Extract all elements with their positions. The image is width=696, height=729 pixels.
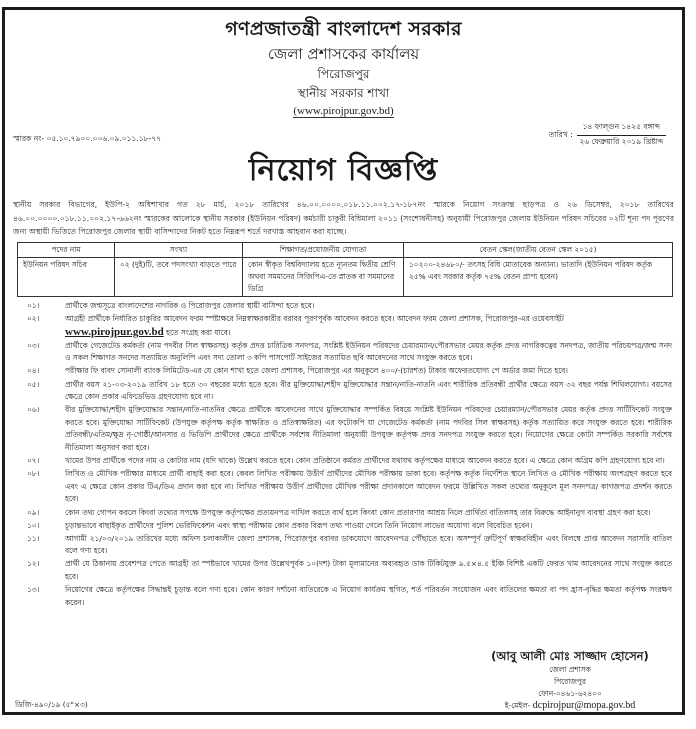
header-pay-scale: বেতন স্কেল(জাতীয় বেতন স্কেল ২০১৫)	[404, 243, 673, 258]
list-item: ১০। চূড়ান্তভাবে বাছাইকৃত প্রার্থীদের পুলিশ ভেরিফিকেশন এবং স্বাস্থ্য পরীক্ষায় কোন প্রকার বিরূপ তথ্য পাওয়া গেলে তিনি নিয়োগ লাভের অযোগ্য বলে বিবেচিত হবেন।	[27, 520, 533, 530]
conditions-list	[13, 300, 672, 610]
cell-post-name: ইউনিয়ন পরিষদ সচিব	[18, 258, 115, 297]
signatory-designation: জেলা প্রশাসক	[549, 665, 591, 674]
website-link[interactable]: (www.pirojpur.gov.bd)	[293, 105, 394, 117]
header-qualification: শিক্ষাগত/প্রয়োজনীয় যোগ্যতা	[243, 243, 404, 258]
list-item: ০২। আগ্রহী প্রার্থীকে নির্ধারিত চাকুরির আবেদন ফরম স্পষ্টাক্ষরে নিম্নস্বাক্ষরকারীর বরাবর পূরণপূর্বক আবেদন করতে হবে। আবেদন ফরম জেলা প্রশাসক, পিরোজপুর-এর ওয়েবসাইট www.pirojpur.gov.bd হতে সংগ্রহ করা যাবে।	[27, 314, 564, 338]
list-item: ০৯। কোন তথ্য গোপন করলে কিংবা তথ্যের সপক্ষে উপযুক্ত কর্তৃপক্ষের প্রত্যয়নপত্র দাখিল করতে ব্যর্থ হলে কিংবা কোন প্রতারণার আশ্রয় নিলে প্রার্থিতা বাতিলসহ তার বিরুদ্ধে আইনানুগ ব্যবস্থা গ্রহণ করা হবে।	[27, 507, 651, 517]
branch-heading: স্থানীয় সরকার শাখা	[297, 86, 390, 100]
signature-block	[470, 650, 670, 712]
list-item: ১২। প্রার্থী যে ঠিকানায় প্রবেশপত্র পেতে আগ্রহী তা স্পষ্টভাবে খামের উপর উল্লেখপূর্বক ১০(দশ) টাকা মূল্যমানের অব্যবহৃত ডাক টিকিটযুক্ত ৯.৫×৪.৫ ইঞ্চি বিশিষ্ট একটি ফেরত খাম আবেদনের সাথে সংযুক্ত করতে হবে।	[27, 559, 672, 581]
date-bangla: ১৪ ফাল্গুন ১৪২৫ বঙ্গাব্দ	[577, 122, 666, 136]
list-item: ০৭। খামের উপর প্রার্থীকে পদের নাম ও কোটার নাম (যদি থাকে) উল্লেখ করতে হবে। কোন প্রতিষ্ঠানে কর্মরত প্রার্থীদের যথাযথ কর্তৃপক্ষের মাধ্যমে আবেদন করতে হবে। এ ক্ষেত্রে কোন অগ্রিম কপি গ্রহণযোগ্য হবে না।	[27, 456, 665, 466]
date-gregorian: ২৬ ফেব্রুয়ারি ২০১৯ খ্রিষ্টাব্দ	[579, 137, 664, 146]
table-header-row	[18, 243, 673, 258]
cell-pay-scale: ১০২০০-২৪৬৮০/- তৎসহ বিধি মোতাবেক অন্যান্য। ভাতাদি (ইউনিয়ন পরিষদ কর্তৃক ২৫% এবং সরকার কর্তৃক ৭৫% বেতন প্রাপ্য হবেন)	[404, 258, 673, 297]
signatory-district: পিরোজপুর	[553, 677, 586, 686]
list-item: ০৫। প্রার্থীর বয়স ২১-০৩-২০১৯ তারিখ ১৮ হতে ৩০ বছরের মধ্যে হতে হবে। বীর মুক্তিযোদ্ধা/শহীদ মুক্তিযোদ্ধার সন্তান/নাতি-নাতনি এবং শারীরিক প্রতিবন্ধী প্রার্থীর ক্ষেত্রে বয়স ৩২ বছর পর্যন্ত শিথিলযোগ্য। বয়সের ক্ষেত্রে কোন প্রকার এফিডেভিড গ্রহণযোগ্য হবে না।	[27, 379, 672, 402]
district-heading: পিরোজপুর	[317, 67, 370, 81]
email-link[interactable]: dcpirojpur@mopa.gov.bd	[532, 700, 636, 711]
header-post-name: পদের নাম	[18, 243, 115, 258]
posts-table	[17, 242, 673, 297]
notice-document	[2, 7, 685, 715]
footer-code: ডিজি-৪৯০/১৯ (৫"×৩)	[15, 700, 88, 709]
date-values	[577, 122, 666, 149]
notice-title: নিয়োগ বিজ্ঞপ্তি	[248, 153, 439, 188]
signatory-phone: ফোন-০৪৬১-৬২৪০০	[538, 689, 602, 698]
list-item: ১১। আগামী ২১/০৩/২০১৯ তারিখের মধ্যে অফিস চলাকালীন জেলা প্রশাসক, পিরোজপুর বরাবর ডাকযোগে আবেদনপত্র পৌঁছাতে হবে। অসম্পূর্ণ ত্রুটিপূর্ণ স্বাক্ষরবিহীন এবং বিলম্বে প্রাপ্ত আবেদন সরাসরি বাতিল বলে গণ্য হবে।	[27, 533, 672, 556]
intro-paragraph: স্থানীয় সরকার বিভাগের, ইউপি-২ অধিশাখার গত ২৮ মার্চ, ২০১৮ তারিখের ৪৬.০০.০০০০.০১৮.১১.০০২.১৭-১৮৭নং স্মারকে নিয়োগ সংক্রান্ত ছাড়পত্র ও ২৬ ডিসেম্বর, ২০১৮ তারিখের ৪৬.০০.০০০০.০১৮.১১.০০২.১৭-৬৬২নং স্মারকের আলোকে স্থানীয় সরকার (ইউনিয়ন পরিষদ) কর্মচারী চাকুরী বিধিমালা ২০১১ (সংশোধনীসহ) অনুযায়ী পিরোজপুর জেলায় ইউনিয়ন পরিষদ সচিবের ০২টি শূন্য পদ পূরণের জন্য অস্থায়ী ভিত্তিতে পিরোজপুর জেলার স্থায়ী বাসিন্দাদের নিকট হতে নিম্নরূপ শর্তে দরখাস্ত আহবান করা যাচ্ছে।	[13, 200, 675, 236]
table-row	[18, 258, 673, 297]
website-heading	[5, 105, 682, 117]
date-label: তারিখ :	[548, 129, 573, 139]
list-item: ০৮। লিখিত ও মৌখিক পরীক্ষার মাধ্যমে প্রার্থী বাছাই করা হবে। কেবল লিখিত পরীক্ষায় উত্তীর্ণ প্রার্থীদের মৌখিক পরীক্ষায় ডাকা হবে। কর্তৃপক্ষ কর্তৃক নির্দেশিত স্থানে লিখিত ও মৌখিক পরীক্ষায় অংশগ্রহণ করতে হবে এবং এ ক্ষেত্রে কোন প্রকার টিএ/ডিএ প্রদান করা হবে না। লিখিত পরীক্ষায় উত্তীর্ণ প্রার্থীদের মৌখিক পরীক্ষা প্রদানকালে আবেদন ফরমে উল্লিখিত সকল তথ্যের অনুকূলে মূল সনদপত্র/ কাগজপত্র প্রদর্শন করতে হবে।	[27, 469, 672, 504]
memo-number: স্মারক নং- ০৫.১০.৭৯০০.০০৬.০৯.০১১.১৮-৭৭	[13, 134, 161, 143]
office-heading: জেলা প্রশাসকের কার্যালয়	[267, 45, 420, 63]
list-item: ০৩। প্রার্থীকে গেজেটেড কর্মকর্তা (নাম পদবীর সিল স্বাক্ষরসহ) কর্তৃক প্রদত্ত চারিত্রিক সনদপত্র, সংশ্লিষ্ট ইউনিয়ন পরিষদের চেয়ারম্যান/পৌরসভার মেয়র কর্তৃক প্রদত্ত নাগরিকত্বের সনদপত্র, জাতীয় পরিচয়পত্র/জন্ম সনদ ও সকল শিক্ষাগত সনদের সত্যায়িত অনুলিপি এবং সদ্য তোলা ৩ কপি পাসপোর্ট সাইজের সত্যায়িত ছবি আবেদনের সাথে সংযুক্ত করতে হবে।	[27, 340, 672, 363]
signatory-name: (আবু আলী মোঃ সাজ্জাদ হোসেন)	[491, 649, 649, 663]
header-count: সংখ্যা	[115, 243, 243, 258]
list-item: ১৩। নিয়োগের ক্ষেত্রে কর্তৃপক্ষের সিদ্ধান্তই চূড়ান্ত বলে গণ্য হবে। কোন কারণ দর্শানো ব্যতিরেকে এ নিয়োগ কার্যক্রম স্থগিত, শর্ত পরিবর্তন সংযোজন এবং বাতিলের ক্ষমতা বা পদ হ্রাস-বৃদ্ধির ক্ষমতা কর্তৃপক্ষ সংরক্ষণ করেন।	[27, 585, 672, 607]
cell-qualification: কোন স্বীকৃত বিশ্ববিদ্যালয় হতে ন্যূনতম দ্বিতীয় শ্রেণি অথবা সমমানের সিজিপিএ-তে স্নাতক বা সমমানের ডিগ্রি	[243, 258, 404, 297]
list-item: ০১। প্রার্থীকে জন্মসূত্রে বাংলাদেশের নাগরিক ও পিরোজপুর জেলার স্থায়ী বাসিন্দা হতে হবে।	[27, 301, 315, 310]
website-link[interactable]: www.pirojpur.gov.bd	[65, 325, 164, 338]
cell-count: ০২ (দুই)টি, তবে পদসংখ্যা বাড়তে পারে	[115, 258, 243, 297]
date-block	[549, 122, 666, 149]
signatory-email: ই-মেইল- dcpirojpur@mopa.gov.bd	[504, 700, 636, 711]
list-item: ০৪। পরীক্ষার ফি বাবদ সোনালী ব্যাংক লিমিটেড-এর যে কোন শাখা হতে জেলা প্রশাসক, পিরোজপুর এর অনুকূলে ৪০০/-(চারশত) টাকার অফেরতযোগ্য পে অর্ডার জমা দিতে হবে।	[27, 366, 568, 376]
government-heading: গণপ্রজাতন্ত্রী বাংলাদেশ সরকার	[225, 18, 462, 40]
list-item: ০৬। বীর মুক্তিযোদ্ধা/শহীদ মুক্তিযোদ্ধার সন্তান/নাতি-নাতনির ক্ষেত্রে প্রার্থীকে আবেদনের সাথে মুক্তিযোদ্ধার সম্পর্কিত বিষয়ে সংশ্লিষ্ট ইউনিয়ন পরিষদের চেয়ারম্যান/পৌরসভার মেয়র কর্তৃক প্রদত্ত সার্টিফিকেট সংযুক্ত করতে হবে। মুক্তিযোদ্ধা সার্টিফিকেট (উপযুক্ত কর্তৃপক্ষ কর্তৃক স্বাক্ষরিত ও প্রতিস্বাক্ষরিত) এর ফটোকপি যা গেজেটেড কর্মকর্তা (নাম পদবির সিল স্বাক্ষরসহ) কর্তৃক সত্যায়িত করে সংযুক্ত করতে হবে। শারীরিক প্রতিবন্ধী/এতিম/ক্ষুদ্র নৃ-গোষ্ঠী/আনসার ও ভিডিপি প্রার্থীদের ক্ষেত্রে প্রার্থীকে সর্বশেষ নীতিমালা অনুযায়ী উপযুক্ত কর্তৃপক্ষ প্রদত্ত সনদপত্র সংযুক্ত করতে হবে। নিয়োগের ক্ষেত্রে কোটা সম্পর্কিত সরকারি সর্বশেষ নীতিমালা অনুসরণ করা হবে।	[27, 405, 672, 453]
